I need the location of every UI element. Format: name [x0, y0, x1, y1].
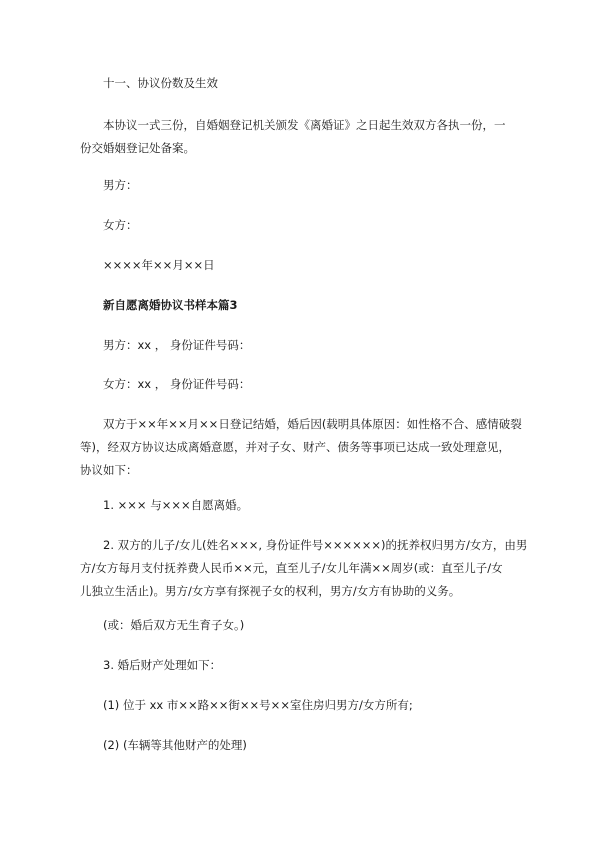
effect-paragraph-line-2: 份交婚姻登记处备案。	[80, 141, 195, 155]
item-3: 3. 婚后财产处理如下：	[103, 658, 222, 672]
party-female: 女方：xx ， 身份证件号码：	[103, 377, 251, 391]
intro-paragraph-line-2: 等)，经双方协议达成离婚意愿，并对子女、财产、债务等事项已达成一致处理意见，	[80, 440, 510, 454]
item-2-line-2: 方/女方每月支付抚养费人民币××元，直至儿子/女儿年满××周岁(或：直至儿子/女	[80, 561, 503, 575]
party-male: 男方：xx ， 身份证件号码：	[103, 338, 251, 352]
item-3-1: (1) 位于 xx 市××路××街××号××室住房归男方/女方所有;	[103, 698, 413, 712]
signature-male: 男方：	[103, 178, 138, 192]
item-2-line-3: 儿独立生活止)。男方/女方享有探视子女的权利，男方/女方有协助的义务。	[80, 584, 461, 598]
effect-paragraph-line-1: 本协议一式三份，自婚姻登记机关颁发《离婚证》之日起生效双方各执一份，一	[103, 118, 506, 132]
section-heading: 十一、协议份数及生效	[103, 76, 218, 90]
effect-paragraph	[80, 114, 525, 160]
signature-female: 女方：	[103, 218, 138, 232]
item-1: 1. ××× 与×××自愿离婚。	[103, 498, 249, 512]
date-line: ××××年××月××日	[103, 258, 215, 272]
intro-paragraph	[80, 413, 525, 482]
article-title: 新自愿离婚协议书样本篇3	[103, 298, 238, 312]
intro-paragraph-line-3: 协议如下：	[80, 463, 138, 477]
intro-paragraph-line-1: 双方于××年××月××日登记结婚，婚后因(载明具体原因：如性格不合、感情破裂	[103, 417, 522, 431]
item-2-alt: (或：婚后双方无生育子女。)	[103, 618, 245, 632]
item-2-line-1: 2. 双方的儿子/女儿(姓名×××, 身份证件号××××××)的抚养权归男方/女方，由男	[103, 538, 528, 552]
item-2	[80, 534, 528, 603]
item-3-2: (2) (车辆等其他财产的处理)	[103, 738, 247, 752]
